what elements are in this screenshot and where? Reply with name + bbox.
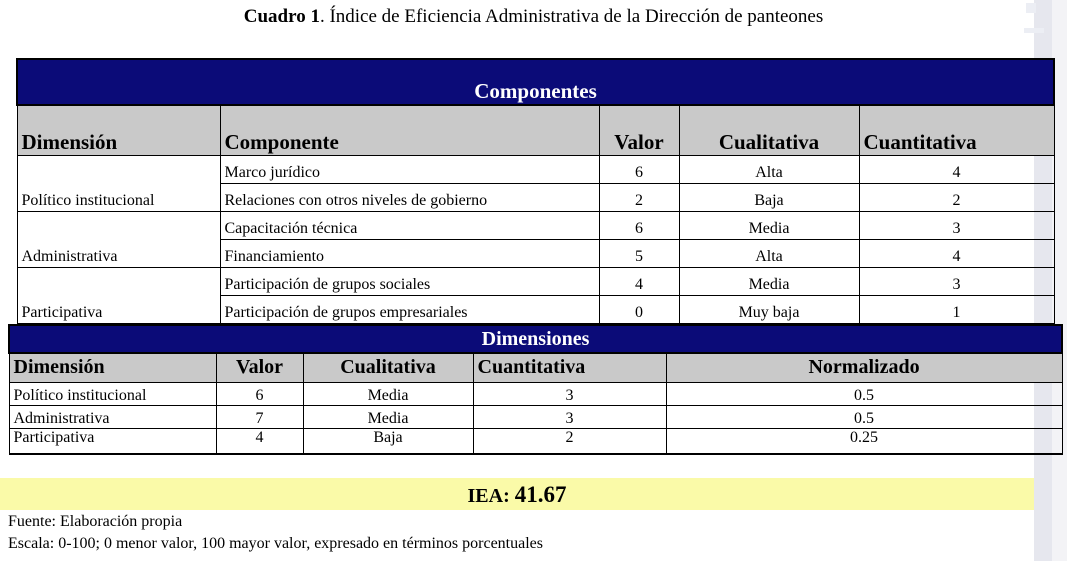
cuantitativa-cell: 4 xyxy=(859,155,1054,183)
dimensiones-banner: Dimensiones xyxy=(9,325,1062,353)
table-row xyxy=(9,405,1062,428)
col-header-cuantitativa: Cuantitativa xyxy=(859,105,1054,155)
dimension-cell: Participativa xyxy=(9,428,216,454)
table-row xyxy=(17,211,1054,239)
table-row xyxy=(17,267,1054,295)
col-header-cualitativa: Cualitativa xyxy=(303,353,473,382)
iea-value: 41.67 xyxy=(514,482,567,507)
valor-cell: 6 xyxy=(216,382,303,405)
componente-cell: Capacitación técnica xyxy=(220,211,599,239)
scale-note: Escala: 0-100; 0 menor valor, 100 mayor valor, expresado en términos porcentuales xyxy=(8,535,543,552)
normalizado-cell: 0.25 xyxy=(666,428,1062,454)
col-header-dimension: Dimensión xyxy=(17,105,220,155)
dimension-cell: Administrativa xyxy=(9,405,216,428)
componente-cell: Participación de grupos sociales xyxy=(220,267,599,295)
normalizado-cell: 0.5 xyxy=(666,382,1062,405)
componente-cell: Marco jurídico xyxy=(220,155,599,183)
table-row xyxy=(9,382,1062,405)
valor-cell: 7 xyxy=(216,405,303,428)
cualitativa-cell: Alta xyxy=(679,155,859,183)
col-header-cuantitativa: Cuantitativa xyxy=(473,353,666,382)
cuantitativa-cell: 3 xyxy=(859,211,1054,239)
cuantitativa-cell: 2 xyxy=(859,183,1054,211)
dimension-cell: Político institucional xyxy=(17,155,220,211)
cualitativa-cell: Media xyxy=(679,211,859,239)
valor-cell: 6 xyxy=(599,211,679,239)
valor-cell: 5 xyxy=(599,239,679,267)
valor-cell: 4 xyxy=(599,267,679,295)
valor-cell: 4 xyxy=(216,428,303,454)
cualitativa-cell: Media xyxy=(303,405,473,428)
cuantitativa-cell: 1 xyxy=(859,295,1054,323)
col-header-cualitativa: Cualitativa xyxy=(679,105,859,155)
dimension-cell: Participativa xyxy=(17,267,220,323)
cuantitativa-cell: 3 xyxy=(473,405,666,428)
cualitativa-cell: Muy baja xyxy=(679,295,859,323)
dimension-cell: Administrativa xyxy=(17,211,220,267)
cualitativa-cell: Media xyxy=(303,382,473,405)
iea-result-band xyxy=(0,478,1034,510)
componente-cell: Relaciones con otros niveles de gobierno xyxy=(220,183,599,211)
dimensiones-table xyxy=(8,324,1063,455)
col-header-valor: Valor xyxy=(216,353,303,382)
table-row xyxy=(9,428,1062,454)
table-notes xyxy=(8,511,543,555)
col-header-dimension: Dimensión xyxy=(9,353,216,382)
caption-number: Cuadro 1 xyxy=(243,6,320,27)
dimension-cell: Político institucional xyxy=(9,382,216,405)
col-header-valor: Valor xyxy=(599,105,679,155)
cualitativa-cell: Baja xyxy=(679,183,859,211)
valor-cell: 6 xyxy=(599,155,679,183)
componente-cell: Financiamiento xyxy=(220,239,599,267)
col-header-componente: Componente xyxy=(220,105,599,155)
table-caption xyxy=(0,6,1067,28)
page-edge-mark xyxy=(1024,28,1044,33)
cualitativa-cell: Alta xyxy=(679,239,859,267)
componente-cell: Participación de grupos empresariales xyxy=(220,295,599,323)
normalizado-cell: 0.5 xyxy=(666,405,1062,428)
iea-label: IEA: xyxy=(467,485,510,507)
col-header-normalizado: Normalizado xyxy=(666,353,1062,382)
valor-cell: 0 xyxy=(599,295,679,323)
source-note: Fuente: Elaboración propia xyxy=(8,513,183,530)
cuantitativa-cell: 4 xyxy=(859,239,1054,267)
componentes-banner: Componentes xyxy=(17,59,1054,105)
valor-cell: 2 xyxy=(599,183,679,211)
componentes-table xyxy=(16,58,1055,324)
cualitativa-cell: Media xyxy=(679,267,859,295)
cuantitativa-cell: 3 xyxy=(473,382,666,405)
cuantitativa-cell: 2 xyxy=(473,428,666,454)
cuantitativa-cell: 3 xyxy=(859,267,1054,295)
caption-text: . Índice de Eficiencia Administrativa de la Dirección de panteones xyxy=(319,6,824,27)
cualitativa-cell: Baja xyxy=(303,428,473,454)
table-row xyxy=(17,155,1054,183)
